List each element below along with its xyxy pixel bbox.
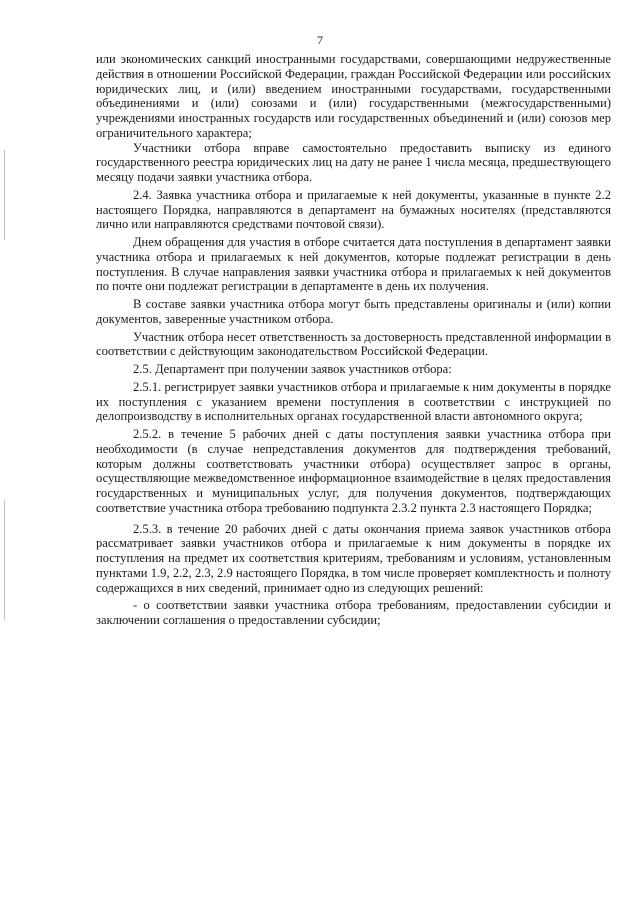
paragraph: 2.5. Департамент при получении заявок участников отбора: [133, 362, 452, 376]
paragraph: Днем обращения для участия в отборе считается дата поступления в департамент заявки участника отбора и прилагаемых к ней документов, которые подлежат регистрации в день поступления. В случае направления заявки участника отбора и прилагаемых к ней документов по почте они подлежат регистрации в департаменте в день их получения. [96, 235, 611, 294]
document-body [96, 52, 611, 628]
paragraph: - о соответствии заявки участника отбора требованиям, предоставлении субсидии и заключении соглашения о предоставлении субсидии; [96, 598, 611, 627]
scan-edge-mark [4, 150, 5, 240]
page-number: 7 [317, 33, 323, 47]
paragraph: 2.5.1. регистрирует заявки участников отбора и прилагаемые к ним документы в порядке их поступления с указанием времени поступления в соответствии с инструкцией по делопроизводству в исполнительных органах государственной власти автономного округа; [96, 379, 611, 424]
paragraph: или экономических санкций иностранными государствами, совершающими недружественные действия в отношении Российской Федерации, граждан Российской Федерации или российских юридических лиц, и (или) введением иностранными государствами, государственными объединениями и (или) союзами и (или) государственными (межгосударственными) учреждениями иностранных государств или государственных объединений и (или) союзов мер ограничительного характера; [96, 52, 611, 140]
paragraph: 2.5.2. в течение 5 рабочих дней с даты поступления заявки участника отбора при необходимости (в случае непредставления документов для подтверждения требований, которым должны соответствовать участники отбора) осуществляет запрос в органы, осуществляющие межведомственное информационное взаимодействие в целях предоставления государственных и муниципальных услуг, для получения документов, подтверждающих соответствие участника отбора требованию подпункта 2.3.2 пункта 2.3 настоящего Порядка; [96, 427, 611, 515]
paragraph: Участники отбора вправе самостоятельно предоставить выписку из единого государственного реестра юридических лиц на дату не ранее 1 числа месяца, предшествующего месяцу подачи заявки участника отбора. [96, 140, 611, 184]
paragraph: В составе заявки участника отбора могут быть представлены оригиналы и (или) копии документов, заверенные участником отбора. [96, 297, 611, 326]
paragraph: 2.5.3. в течение 20 рабочих дней с даты окончания приема заявок участников отбора рассматривает заявки участников отбора и прилагаемые к ним документы в порядке их поступления на предмет их соответствия критериям, требованиям и условиям, установленным пунктами 1.9, 2.2, 2.3, 2.9 настоящего Порядка, в том числе проверяет комплектность и полноту содержащихся в них сведений, принимает одно из следующих решений: [96, 521, 611, 595]
scan-edge-mark [4, 500, 5, 620]
paragraph: Участник отбора несет ответственность за достоверность представленной информации в соответствии с действующим законодательством Российской Федерации. [96, 329, 611, 359]
paragraph: 2.4. Заявка участника отбора и прилагаемые к ней документы, указанные в пункте 2.2 настоящего Порядка, направляются в департамент на бумажных носителях (представляются лично или направляются средствами почтовой связи). [96, 187, 611, 232]
